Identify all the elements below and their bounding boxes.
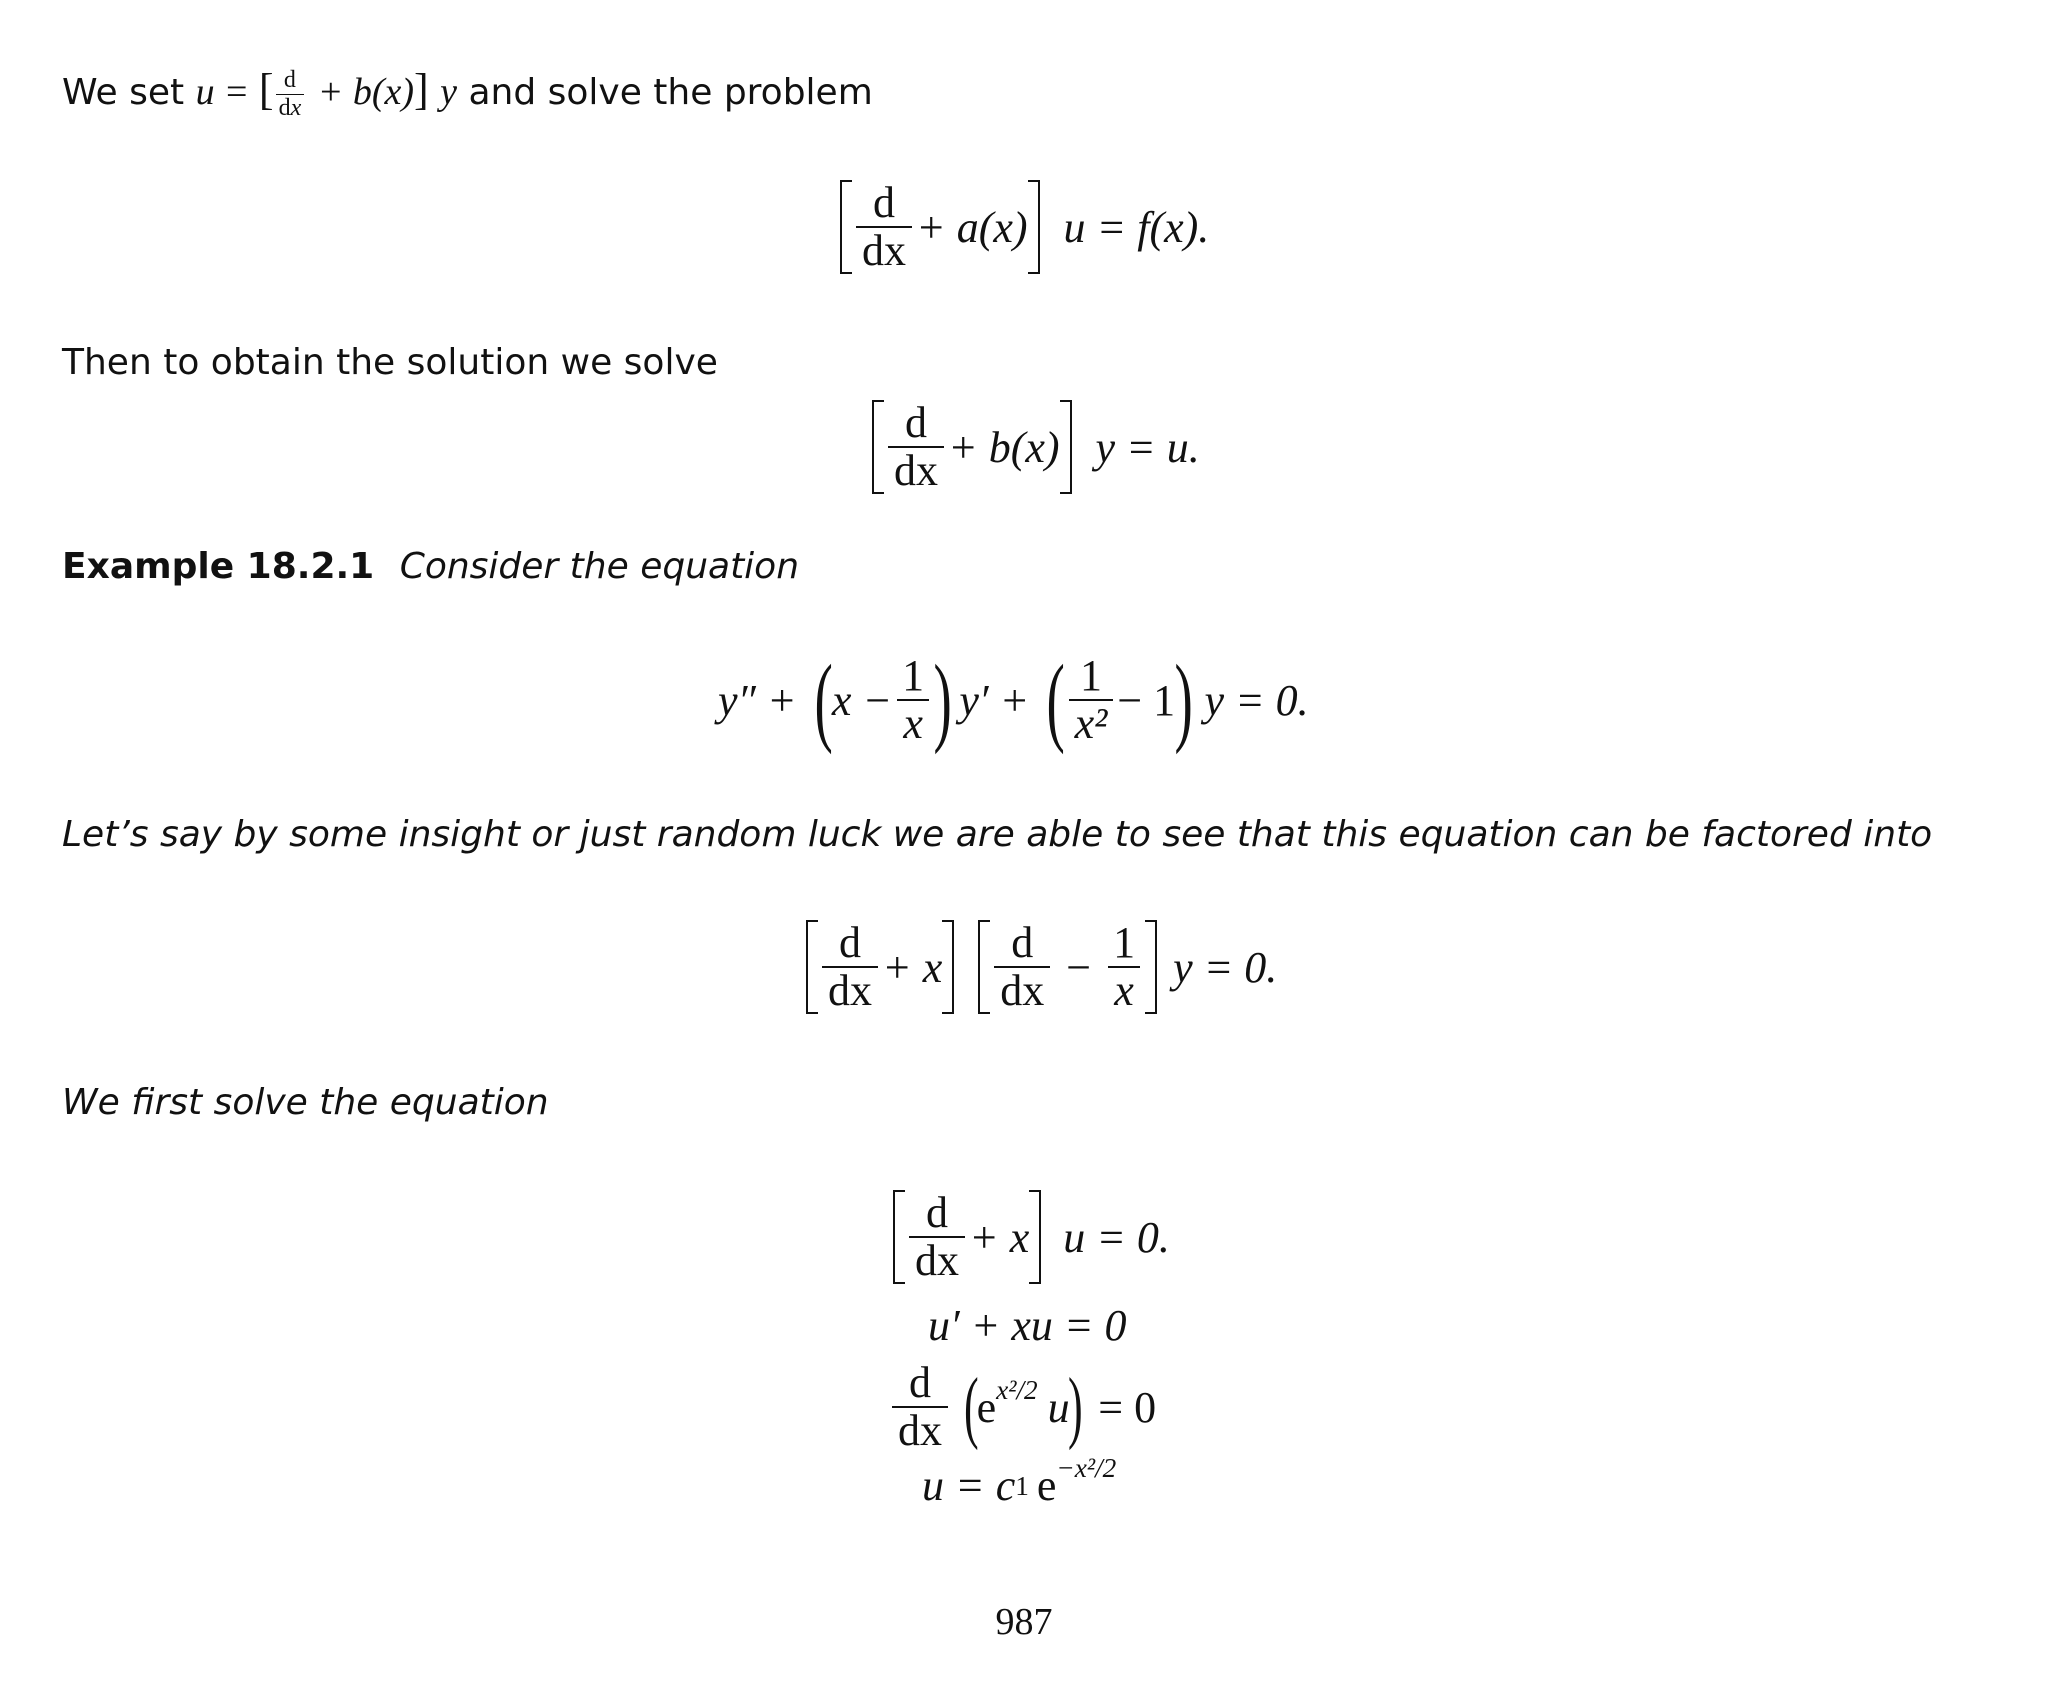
eq5-line3-u: u (1047, 1382, 1070, 1432)
eq2-right-bracket (1060, 400, 1072, 494)
eq3-left-paren-1: ( (814, 644, 833, 755)
eq4-plus-x: + x (882, 942, 943, 992)
example-label: Example 18.2.1 (62, 546, 375, 587)
eq5-line3-right-paren: ) (1067, 1363, 1083, 1452)
eq5-left-bracket (893, 1190, 905, 1284)
eq5-line3-den: dx (892, 1406, 948, 1454)
intro-derivative-fraction (276, 67, 305, 122)
eq4-left-bracket-2 (978, 920, 990, 1014)
eq5-line3-fraction (892, 1360, 948, 1454)
eq1-bracket-group (840, 180, 1040, 274)
eq4-minus: − (1066, 942, 1092, 992)
eq4-fraction-2 (994, 920, 1050, 1014)
eq2-left-bracket (872, 400, 884, 494)
eq5-line4-lhs: u = c (922, 1461, 1016, 1510)
eq4-num-2: d (1011, 918, 1034, 967)
eq3-right-paren-1: ) (933, 644, 952, 755)
eq5-line3-exp: x²/2 (996, 1374, 1038, 1405)
eq4-fraction-1 (822, 920, 878, 1014)
eq5-line4-exp: −x²/2 (1056, 1452, 1117, 1483)
eq4-right-bracket-2 (1145, 920, 1157, 1014)
eq5-bracket-group (893, 1190, 1041, 1284)
equation-5-line-4: u = c 1 $e^{-x^2/2}$ (922, 1452, 1117, 1510)
eq3-frac2-den: x² (1069, 699, 1114, 747)
eq3-frac-1-over-x2 (1069, 650, 1114, 748)
eq2-bracket-group (872, 400, 1072, 494)
eq4-rhs: y = 0. (1173, 942, 1278, 992)
intro-var-y: y (440, 71, 457, 113)
eq5-line4-e (1036, 1452, 1117, 1511)
eq3-ypp: y″ + (718, 675, 797, 725)
eq1-left-bracket (840, 180, 852, 274)
equation-4 (806, 920, 1277, 1014)
eq4-bracket-group-1 (806, 920, 954, 1014)
eq3-frac2-num: 1 (1079, 650, 1102, 700)
equation-1 (840, 180, 1209, 274)
first-solve-text: We first solve the equation (62, 1082, 549, 1123)
eq5-rhs: u = 0. (1063, 1212, 1170, 1262)
eq3-rhs: y = 0. (1204, 675, 1309, 725)
equation-2 (872, 400, 1200, 494)
intro-dx: dx (276, 94, 305, 122)
intro-prefix: We set (62, 72, 185, 113)
eq4-num-3: 1 (1113, 918, 1136, 967)
eq5-line2: u′ + xu = 0 (928, 1301, 1127, 1350)
eq3-frac-1-over-x (896, 650, 930, 748)
eq2-rhs: y = u. (1095, 422, 1200, 472)
eq3-yprime-plus: y′ + (959, 675, 1030, 725)
intro-equals: = (226, 71, 248, 113)
eq4-right-bracket-1 (942, 920, 954, 1014)
eq1-den: dx (856, 226, 912, 274)
eq3-frac1-num: 1 (902, 650, 925, 700)
equation-3 (718, 644, 1309, 755)
eq4-fraction-3 (1107, 920, 1141, 1014)
eq2-den: dx (888, 446, 944, 494)
eq1-plus-a: + a(x) (916, 202, 1028, 252)
intro-var-u: u (195, 71, 215, 113)
then-text: Then to obtain the solution we solve (62, 342, 718, 383)
eq3-x-minus: x − (831, 675, 893, 725)
eq2-plus-b: + b(x) (948, 422, 1060, 472)
eq5-line3-eq0: = 0 (1098, 1382, 1157, 1432)
intro-left-bracket: [ (258, 65, 274, 114)
eq1-num: d (873, 178, 895, 227)
eq5-line3-e (976, 1374, 1038, 1433)
eq4-num-1: d (839, 918, 861, 967)
intro-right-bracket: ] (414, 65, 429, 114)
eq5-num: d (926, 1188, 948, 1237)
eq5-plus-x: + x (969, 1212, 1030, 1262)
eq5-line3-left-paren: ( (963, 1363, 979, 1452)
equation-5-line-2 (928, 1300, 1127, 1351)
example-line (62, 546, 799, 587)
intro-line (62, 64, 873, 122)
intro-suffix: and solve the problem (468, 72, 873, 113)
page-number: 987 (995, 1601, 1053, 1643)
lets-say-text: Let’s say by some insight or just random luck we are able to see that this equation can be factored into (62, 814, 1933, 855)
intro-plus-b: + b(x) (317, 71, 414, 113)
eq4-den-3: x (1108, 966, 1140, 1014)
equation-5-line-3 (888, 1360, 1156, 1454)
eq1-right-bracket (1028, 180, 1040, 274)
eq5-right-bracket (1029, 1190, 1041, 1284)
eq4-den-2: dx (994, 966, 1050, 1014)
equation-5-line-1 (893, 1190, 1170, 1284)
eq4-bracket-group-2 (978, 920, 1157, 1014)
eq1-fraction (856, 180, 912, 274)
eq5-fraction (909, 1190, 965, 1284)
eq3-frac1-den: x (897, 699, 929, 747)
eq3-right-paren-2: ) (1174, 644, 1193, 755)
eq3-left-paren-2: ( (1046, 644, 1066, 755)
eq2-fraction (888, 400, 944, 494)
eq3-minus-one: − 1 (1117, 675, 1176, 725)
intro-d: d (283, 66, 296, 93)
eq1-rhs: u = f(x). (1063, 202, 1210, 252)
eq2-num: d (905, 398, 927, 447)
eq4-den-1: dx (822, 966, 878, 1014)
example-text: Consider the equation (399, 546, 800, 587)
eq4-left-bracket-1 (806, 920, 818, 1014)
eq5-line3-num: d (909, 1358, 931, 1407)
eq5-den: dx (909, 1236, 965, 1284)
eq5-line3-e-base: e (976, 1382, 997, 1432)
eq5-line4-e-base: e (1036, 1461, 1057, 1510)
